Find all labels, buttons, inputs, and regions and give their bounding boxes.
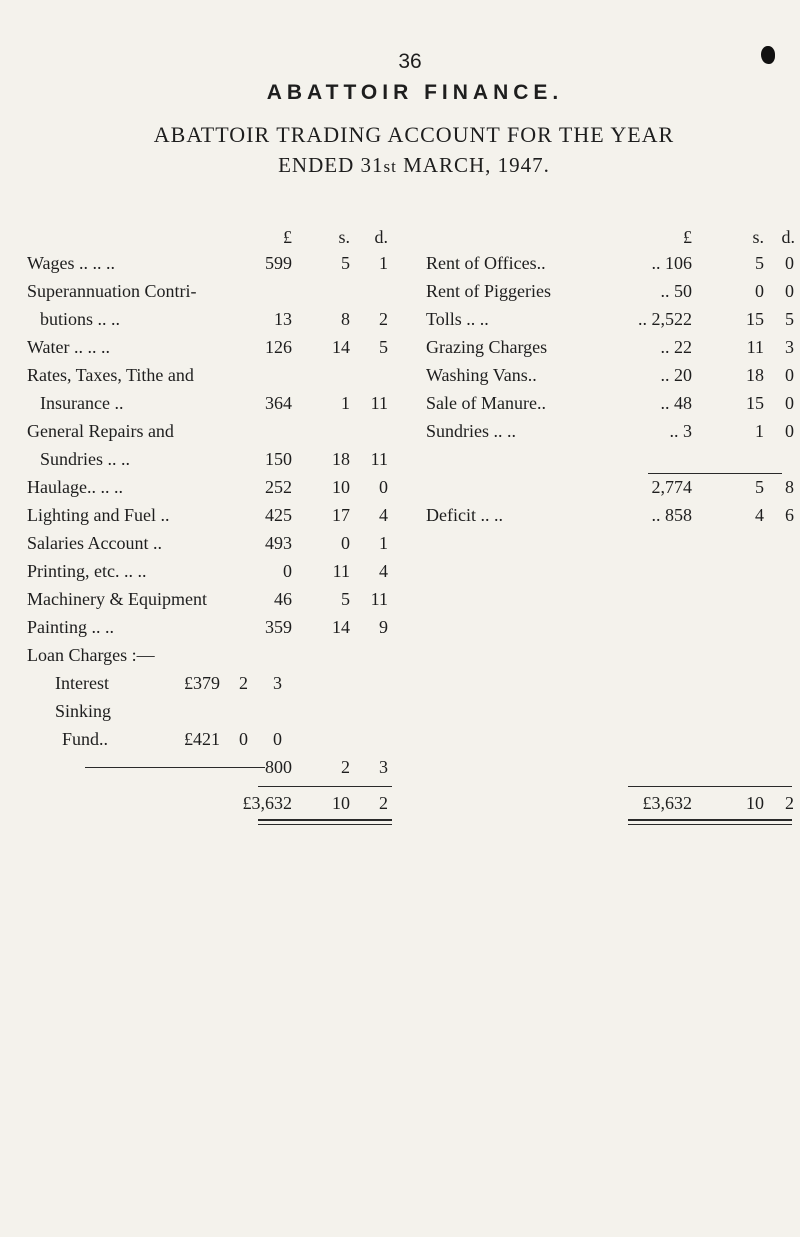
account-heading-line2	[0, 153, 800, 178]
expenditure-label: Painting .. ..	[27, 617, 115, 637]
expenditure-shillings: 5	[341, 589, 350, 609]
left-pounds-header: £	[283, 227, 292, 247]
left-grand-total-shillings: 10	[332, 793, 350, 813]
expenditure-pounds: 0	[283, 561, 292, 581]
expenditure-pence: 4	[379, 561, 388, 581]
expenditure-pounds: 252	[265, 477, 292, 497]
income-label: Sundries .. ..	[426, 421, 516, 441]
interest-pounds: £379	[184, 673, 220, 693]
account-heading-line1: ABATTOIR TRADING ACCOUNT FOR THE YEAR	[153, 122, 675, 147]
loan-charges-total-shillings: 2	[341, 757, 350, 777]
income-label: Grazing Charges	[426, 337, 548, 357]
income-shillings: 11	[746, 337, 764, 357]
expenditure-pence: 1	[379, 533, 388, 553]
income-label: Washing Vans..	[426, 365, 537, 385]
expenditure-pence: 0	[379, 477, 388, 497]
expenditure-shillings: 1	[341, 393, 350, 413]
left-grand-total-pounds: £3,632	[242, 793, 292, 813]
expenditure-pence: 1	[379, 253, 388, 273]
income-subtotal-pence: 8	[785, 477, 794, 497]
income-pounds: .. 3	[669, 421, 692, 441]
expenditure-shillings: 17	[332, 505, 350, 525]
income-pence: 0	[785, 281, 794, 301]
income-pence: 0	[785, 421, 794, 441]
expenditure-label: Haulage.. .. ..	[27, 477, 123, 497]
income-shillings: 15	[746, 393, 764, 413]
interest-label: Interest	[55, 673, 109, 693]
income-label: Rent of Offices..	[426, 253, 546, 273]
left-total-rule-top	[258, 786, 392, 787]
heading-prefix: ENDED 31	[278, 153, 384, 177]
expenditure-pounds: 599	[265, 253, 292, 273]
income-shillings: 18	[746, 365, 764, 385]
left-total-double-rule-2	[258, 824, 392, 825]
expenditure-pounds: 46	[274, 589, 292, 609]
right-grand-total-pence: 2	[785, 793, 794, 813]
right-pence-header: d.	[781, 227, 795, 247]
deficit-label: Deficit .. ..	[426, 505, 503, 525]
income-label: Rent of Piggeries	[426, 281, 551, 301]
expenditure-shillings: 14	[332, 617, 350, 637]
expenditure-label: Salaries Account ..	[27, 533, 162, 553]
right-total-double-rule-2	[628, 824, 792, 825]
income-subtotal-pounds: 2,774	[651, 477, 692, 497]
sinking-shillings: 0	[239, 729, 248, 749]
income-pounds: .. 20	[660, 365, 692, 385]
expenditure-pence: 11	[370, 589, 388, 609]
income-pence: 3	[785, 337, 794, 357]
page-number: 36	[398, 50, 422, 73]
expenditure-pounds: 126	[265, 337, 292, 357]
expenditure-shillings: 5	[341, 253, 350, 273]
heading-rest: MARCH, 1947.	[396, 153, 550, 177]
income-shillings: 1	[755, 421, 764, 441]
expenditure-label: butions .. ..	[40, 309, 121, 329]
income-pounds: .. 48	[660, 393, 692, 413]
heading-suffix: st	[383, 157, 397, 176]
interest-pence: 3	[273, 673, 282, 693]
expenditure-label: Rates, Taxes, Tithe and	[27, 365, 194, 385]
income-pounds: .. 106	[651, 253, 692, 273]
expenditure-pounds: 13	[274, 309, 292, 329]
sinking-fund-label: Fund..	[62, 729, 109, 749]
income-shillings: 5	[755, 253, 764, 273]
interest-shillings: 2	[239, 673, 248, 693]
expenditure-label: General Repairs and	[27, 421, 174, 441]
income-pence: 0	[785, 365, 794, 385]
expenditure-pence: 11	[370, 449, 388, 469]
income-label: Sale of Manure..	[426, 393, 546, 413]
loan-charges-total-pounds: 800	[265, 757, 292, 777]
income-pounds: .. 50	[660, 281, 692, 301]
income-pence: 0	[785, 393, 794, 413]
expenditure-label: Sundries .. ..	[40, 449, 130, 469]
expenditure-shillings: 0	[341, 533, 350, 553]
section-title: ABATTOIR FINANCE.	[266, 81, 564, 104]
expenditure-label: Wages .. .. ..	[27, 253, 116, 273]
income-subtotal-shillings: 5	[755, 477, 764, 497]
sinking-label: Sinking	[55, 701, 112, 721]
income-pence: 0	[785, 253, 794, 273]
expenditure-label: Water .. .. ..	[27, 337, 111, 357]
deficit-shillings: 4	[755, 505, 764, 525]
income-pounds: .. 22	[660, 337, 692, 357]
deficit-pounds: .. 858	[651, 505, 692, 525]
expenditure-shillings: 10	[332, 477, 350, 497]
right-grand-total-shillings: 10	[746, 793, 764, 813]
expenditure-pence: 2	[379, 309, 388, 329]
expenditure-pence: 9	[379, 617, 388, 637]
right-grand-total-pounds: £3,632	[642, 793, 692, 813]
expenditure-shillings: 14	[332, 337, 350, 357]
expenditure-label: Lighting and Fuel ..	[27, 505, 170, 525]
expenditure-label: Machinery & Equipment	[27, 589, 207, 609]
expenditure-label: Insurance ..	[40, 393, 124, 413]
income-pence: 5	[785, 309, 794, 329]
expenditure-pence: 4	[379, 505, 388, 525]
right-pounds-header: £	[683, 227, 692, 247]
right-total-rule-top	[628, 786, 792, 787]
expenditure-shillings: 18	[332, 449, 350, 469]
expenditure-label: Printing, etc. .. ..	[27, 561, 147, 581]
left-total-double-rule-1	[258, 819, 392, 821]
left-shillings-header: s.	[338, 227, 350, 247]
income-shillings: 15	[746, 309, 764, 329]
loan-charges-total-pence: 3	[379, 757, 388, 777]
sinking-pounds: £421	[184, 729, 220, 749]
income-shillings: 0	[755, 281, 764, 301]
expenditure-label: Superannuation Contri-	[27, 281, 197, 301]
expenditure-pounds: 359	[265, 617, 292, 637]
right-shillings-header: s.	[752, 227, 764, 247]
deficit-pence: 6	[785, 505, 794, 525]
expenditure-pounds: 493	[265, 533, 292, 553]
left-pence-header: d.	[374, 227, 388, 247]
expenditure-pence: 11	[370, 393, 388, 413]
expenditure-shillings: 11	[332, 561, 350, 581]
left-grand-total-pence: 2	[379, 793, 388, 813]
ink-blot-mark	[761, 46, 775, 64]
sinking-pence: 0	[273, 729, 282, 749]
expenditure-pence: 5	[379, 337, 388, 357]
expenditure-pounds: 425	[265, 505, 292, 525]
expenditure-pounds: 364	[265, 393, 292, 413]
right-subtotal-rule	[648, 473, 782, 474]
income-label: Tolls .. ..	[426, 309, 489, 329]
expenditure-shillings: 8	[341, 309, 350, 329]
right-total-double-rule-1	[628, 819, 792, 821]
income-pounds: .. 2,522	[638, 309, 692, 329]
loan-charges-label: Loan Charges :—	[27, 645, 155, 665]
expenditure-pounds: 150	[265, 449, 292, 469]
